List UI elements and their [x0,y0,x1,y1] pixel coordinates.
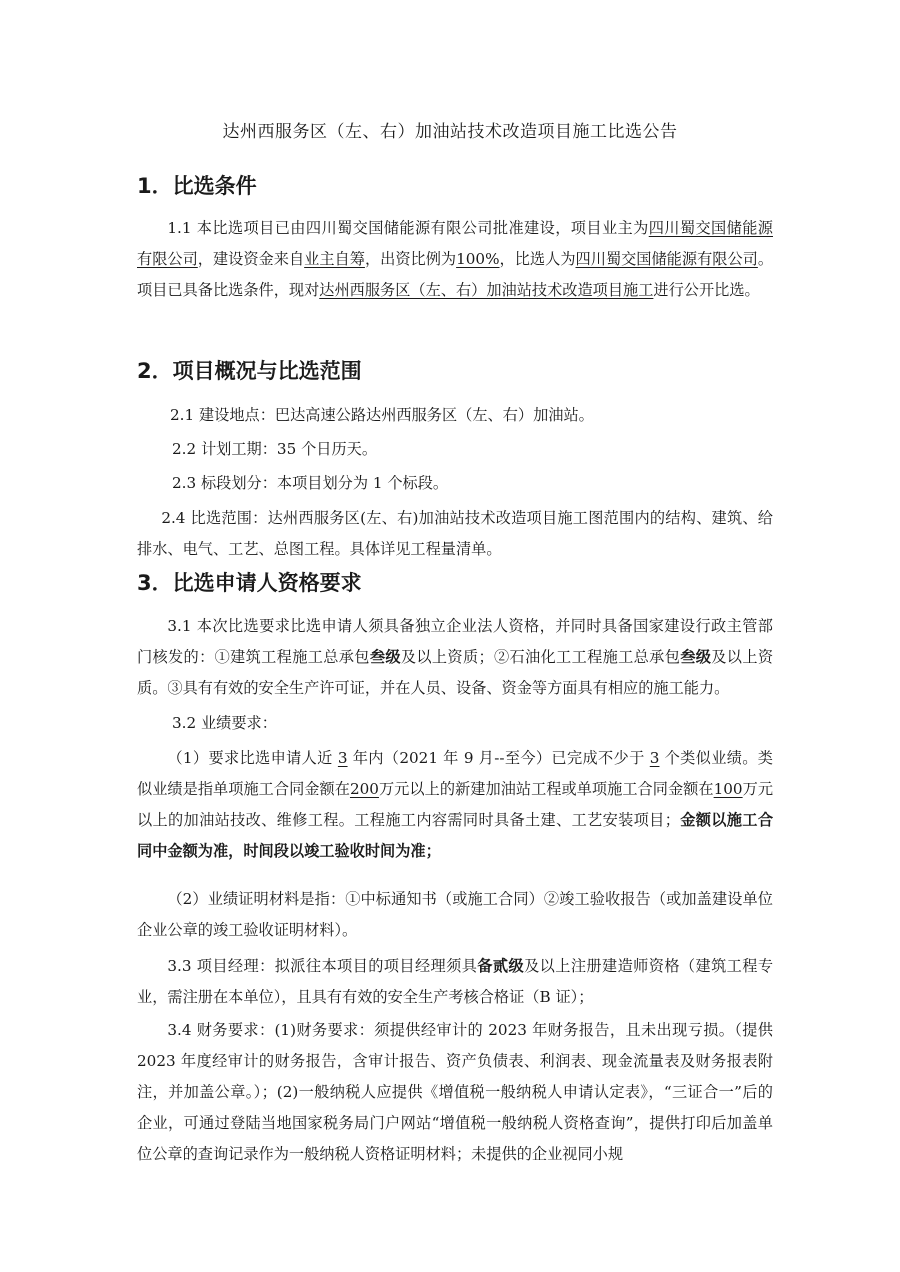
section-3-1-paragraph [137,611,773,704]
underlined-ratio: 100% [456,250,500,268]
text: ，出资比例为 [364,250,457,268]
bold-note: 金额以施工合同中金额为准，时间段以竣工验收时间为准； [137,811,774,860]
bold-grade: 叁级 [369,648,401,666]
bold-grade: 叁级 [680,648,712,666]
document-title: 达州西服务区（左、右）加油站技术改造项目施工比选公告 [222,122,678,142]
underlined-selector: 四川蜀交国储能源有限公司 [575,250,758,268]
section-2-item-2: 2.2 计划工期：35 个日历天。 [172,440,378,458]
section-2-item-1: 2.1 建设地点：巴达高速公路达州西服务区（左、右）加油站。 [170,406,594,424]
section-2-item-4: 2.4 比选范围：达州西服务区(左、右)加油站技术改造项目施工图范围内的结构、建筑、给排水、电气、工艺、总图工程。具体详见工程量清单。 [137,509,773,558]
text: 个类似业绩。类似业绩是指单项施工合同金额在 [137,749,773,798]
text: 及以上注册建造师资格（建筑工程专业，需注册在本单位），且具有有效的安全生产考核合格证（B 证）； [137,957,774,1006]
text: 及以上资质；②石油化工工程施工总承包 [400,648,681,666]
text: ，比选人为 [499,250,576,268]
section-3-2-1-paragraph [137,743,773,867]
text: 及以上资质。③具有有效的安全生产许可证，并在人员、设备、资金等方面具有相应的施工能力。 [137,648,774,697]
text: 年内（2021 年 9 月--至今）已完成不少于 [347,749,650,767]
text: 进行公开比选。 [653,281,760,299]
text: 3.1 本次比选要求比选申请人须具备独立企业法人资格，并同时具备国家建设行政主管部门核发的：①建筑工程施工总承包 [137,617,773,666]
underlined-years: 3 [337,749,348,767]
underlined-amount: 200 [349,780,379,798]
section-1-heading: 1．比选条件 [137,174,257,198]
section-1-paragraph [137,213,773,306]
text: 万元以上的加油站技改、维修工程。工程施工内容需同时具备土建、工艺安装项目； [137,780,774,829]
underlined-count: 3 [649,749,660,767]
section-3-3-paragraph [137,951,773,1013]
text: 万元以上的新建加油站工程或单项施工合同金额在 [378,780,714,798]
underlined-funding: 业主自筹 [304,250,365,268]
section-2-item-3: 2.3 标段划分：本项目划分为 1 个标段。 [172,474,449,492]
underlined-project: 达州西服务区（左、右）加油站技术改造项目施工 [319,281,654,299]
text: ，建设资金来自 [197,250,305,268]
underlined-amount: 100 [713,780,743,798]
section-3-heading: 3．比选申请人资格要求 [137,571,362,595]
section-3-2-heading: 3.2 业绩要求： [172,714,277,732]
underlined-owner: 四川蜀交国储能源有限公司 [137,219,773,268]
text: 1.1 本比选项目已由四川蜀交国储能源有限公司批准建设，项目业主为 [167,219,649,237]
text: 。项目已具备比选条件，现对 [137,250,774,299]
section-3-4-paragraph: 3.4 财务要求：(1)财务要求：须提供经审计的 2023 年财务报告，且未出现亏损。（提供 2023 年度经审计的财务报告，含审计报告、资产负债表、利润表、现金流量表及财务报表附注，并加盖公章。）；(2)一般纳税人应提供《增值税一般纳税人申请认定表》，“三证合一”后的企业，可通过登陆当地国家税务局门户网站“增值税一般纳税人资格查询”，提供打印后加盖单位公章的查询记录作为一般纳税人资格证明材料；未提供的企业视同小规 [137,1021,773,1163]
text: 3.3 项目经理：拟派往本项目的项目经理须具 [167,957,478,975]
text: （1）要求比选申请人近 [167,749,338,767]
section-2-heading: 2．项目概况与比选范围 [137,359,362,383]
section-3-2-2-paragraph: （2）业绩证明材料是指：①中标通知书（或施工合同）②竣工验收报告（或加盖建设单位企业公章的竣工验收证明材料）。 [137,890,773,939]
bold-grade: 备贰级 [477,957,525,975]
